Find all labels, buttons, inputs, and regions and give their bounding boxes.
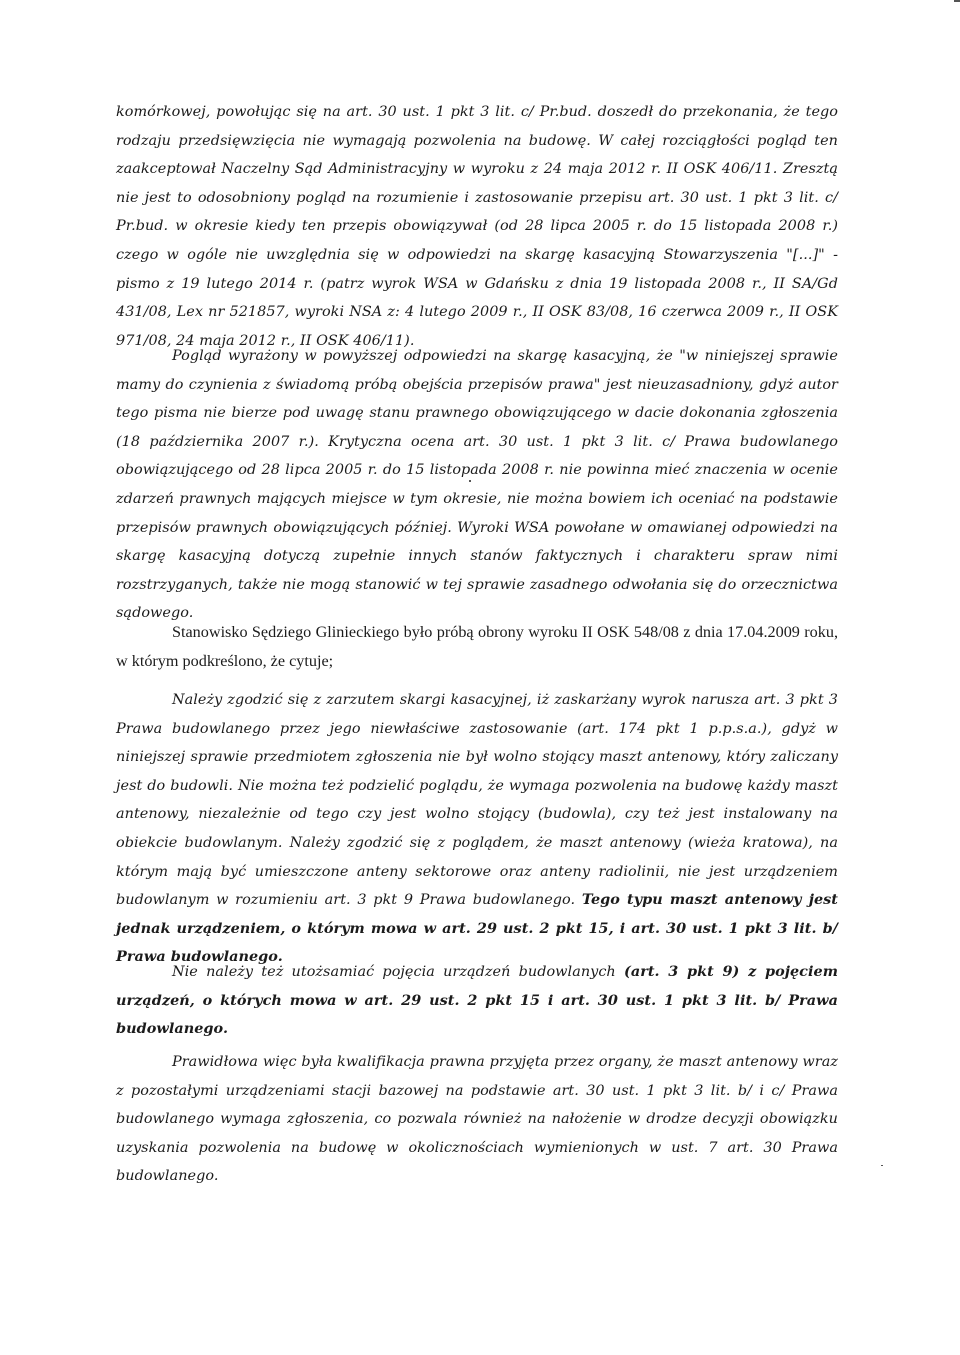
paragraph-response-critique [116,342,838,628]
paragraph-court-quote [116,686,838,972]
paragraph-text: komórkowej, powołując się na art. 30 ust. 1 pkt 3 lit. c/ Pr.bud. doszedł do przekonania, że tego rodzaju przedsięwzięcia nie wymagają pozwolenia na budowę. W całej rozciągłości pogląd ten zaakceptował Naczelny Sąd Administracyjny w wyroku z 24 maja 2012 r. II OSK 406/11. Zresztą nie jest to odosobniony pogląd na rozumienie i zastosowanie przepisu art. 30 ust. 1 pkt 3 lit. c/ Pr.bud. w okresie kiedy ten przepis obowiązywał (od 28 lipca 2005 r. do 15 listopada 2008 r.) czego w ogóle nie uwzględnia się w odpowiedzi na skargę kasacyjną Stowarzyszenia "[...]" - pismo z 19 lutego 2014 r. (patrz wyrok WSA w Gdańsku z dnia 19 listopada 2008 r., II SA/Gd 431/08, Lex nr 521857, wyroki NSA z: 4 lutego 2009 r., II OSK 83/08, 16 czerwca 2009 r., II OSK 971/08, 24 maja 2012 r., II OSK 406/11). [116,104,838,349]
paragraph-text: Stanowisko Sędziego Glinieckiego było próbą obrony wyroku II OSK 548/08 z dnia 17.04.2009 roku, w którym podkreślono, że cytuje; [116,623,838,670]
paragraph-text: Należy zgodzić się z zarzutem skargi kasacyjnej, iż zaskarżany wyrok narusza art. 3 pkt 3 Prawa budowlanego przez jego niewłaściwe zastosowanie (art. 174 pkt 1 p.p.s.a.), gdyż w niniejszej sprawie przedmiotem zgłoszenia nie był wolno stojący maszt antenowy, który zaliczany jest do budowli. Nie można też podzielić poglądu, że wymaga pozwolenia na budowę każdy maszt antenowy, niezależnie od tego czy jest wolno stojący (budowla), czy też jest instalowany na obiekcie budowlanym. Należy zgodzić się z poglądem, że maszt antenowy (wieża kratowa), na którym mają być umieszczone anteny sektorowe oraz anteny radiolinii, nie jest urządzeniem budowlanym w rozumieniu art. 3 pkt 9 Prawa budowlanego. [116,692,838,909]
paragraph-text: Prawidłowa więc była kwalifikacja prawna przyjęta przez organy, że maszt antenowy wraz z pozostałymi urządzeniami stacji bazowej na podstawie art. 30 ust. 1 pkt 3 lit. b/ i c/ Prawa budowlanego wymaga zgłoszenia, co pozwala również na nałożenie w drodze decyzji obowiązku uzyskania pozwolenia na budowę w okolicznościach wymienionych w ust. 7 art. 30 Prawa budowlanego. [116,1054,838,1185]
paragraph-text-emphasis: (art. 3 pkt 9) z pojęciem urządzeń, o których mowa w art. 29 ust. 2 pkt 15 i art. 30 ust. 1 pkt 3 lit. b/ Prawa budowlanego. [116,963,838,1038]
paragraph-quoted-argument [116,98,838,355]
scan-artifact-mark [954,0,960,2]
paragraph-text: Pogląd wyrażony w powyższej odpowiedzi na skargę kasacyjną, że "w niniejszej sprawie mamy do czynienia z świadomą próbą obejścia przepisów prawa" jest nieuzasadniony, gdyż autor tego pisma nie bierze pod uwagę stanu prawnego obowiązującego w dacie dokonania zgłoszenia (18 października 2007 r.). Krytyczna ocena art. 30 ust. 1 pkt 3 lit. c/ Prawa budowlanego obowiązującego od 28 lipca 2005 r. do 15 listopada 2008 r. nie powinna mieć znaczenia w ocenie zdarzeń prawnych mających miejsce w tym okresie, nie można bowiem ich oceniać na podstawie przepisów prawnych obowiązujących później. Wyroki WSA powołane w omawianej odpowiedzi na skargę kasacyjną dotyczą zupełnie innych stanów faktycznych i charakteru spraw nimi rozstrzyganych, także nie mogą stanowić w tej sprawie zasadnego odwołania się do orzecznictwa sądowego. [116,348,838,622]
paragraph-text-emphasis: Tego typu maszt antenowy jest jednak urządzeniem, o którym mowa w art. 29 ust. 2 pkt 15, i art. 30 ust. 1 pkt 3 lit. b/ Prawa budowlanego. [116,891,839,966]
paragraph-text: Nie należy też utożsamiać pojęcia urządzeń budowlanych [172,964,624,980]
paragraph-judge-position [116,618,838,675]
paragraph-conclusion [116,1048,838,1191]
scan-artifact-dot [469,480,471,482]
scan-artifact-dot [881,1165,883,1166]
paragraph-device-distinction [116,958,838,1044]
